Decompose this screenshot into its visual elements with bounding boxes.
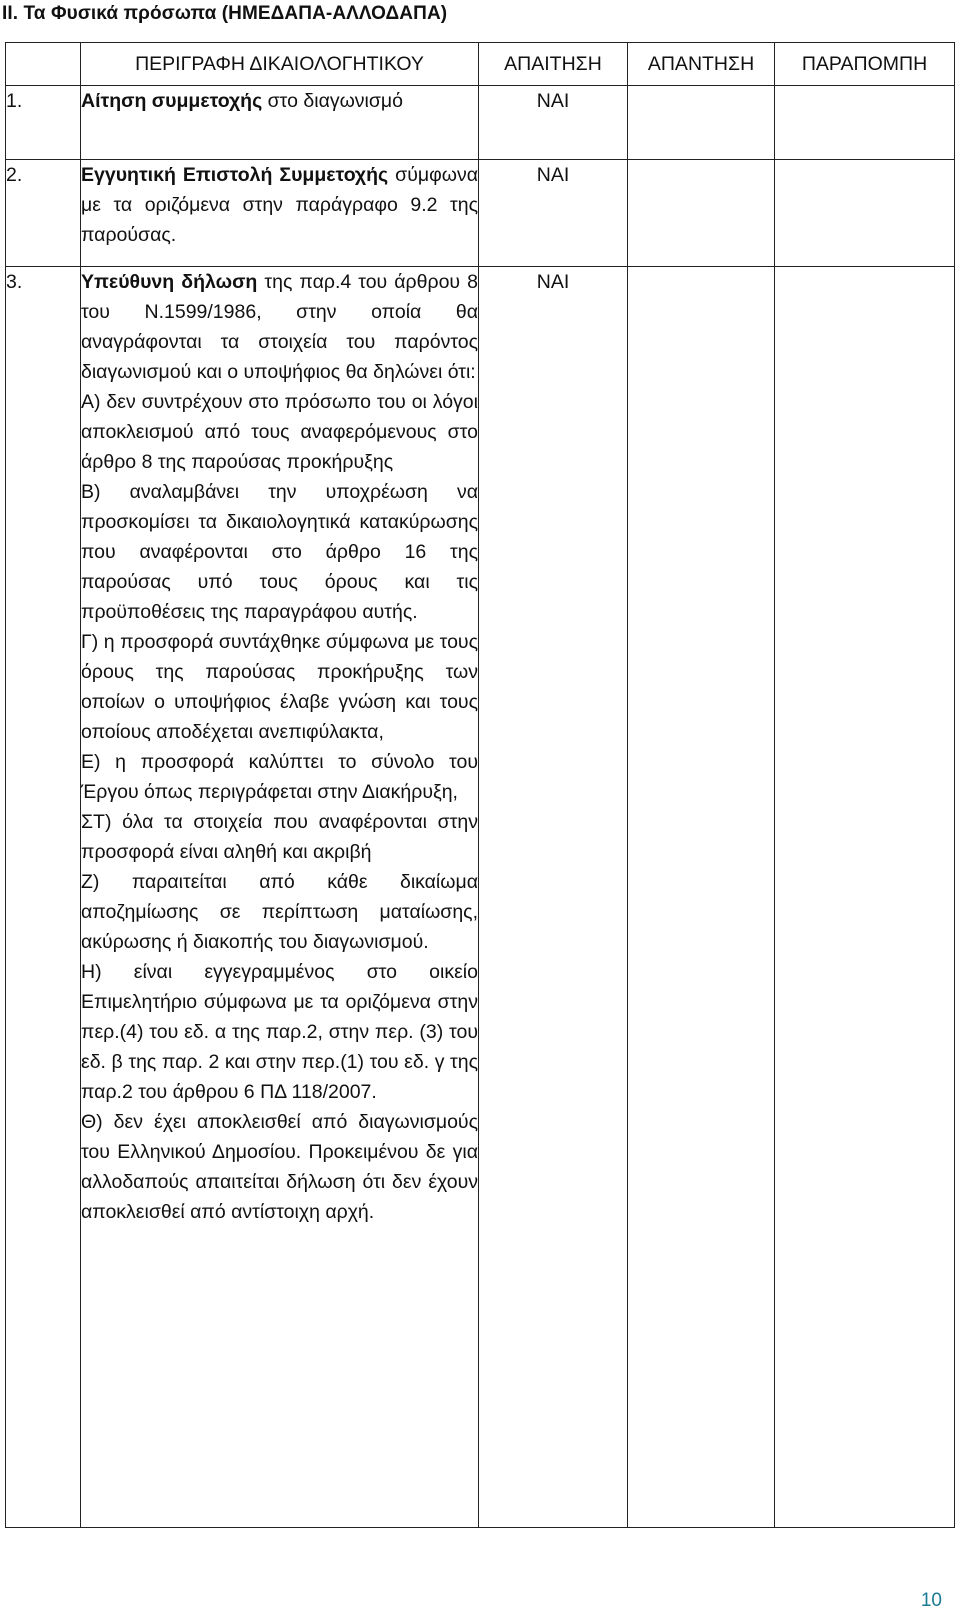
row-title: Υπεύθυνη δήλωση [81,271,258,293]
table-row [6,86,955,160]
row-description [81,86,479,160]
row-intro [81,267,478,387]
row-requirement: ΝΑΙ [479,160,628,267]
declaration-item-a: Α) δεν συντρέχουν στο πρόσωπο του οι λόγοι αποκλεισμού από τους αναφερόμενους στο άρθρο 8 της παρούσας προκήρυξης [81,391,478,473]
header-requirement: ΑΠΑΙΤΗΣΗ [479,43,628,86]
row-answer [628,267,775,1528]
row-text: της παρ.4 του άρθρου 8 του Ν.1599/1986, στην οποία θα αναγράφονται τα στοιχεία του παρόντος διαγωνισμού και ο υποψήφιος θα δηλώνει ότι: [81,271,479,383]
row-text: σύμφωνα με τα οριζόμενα στην παράγραφο 9.2 της παρούσας. [81,164,479,246]
row-number: 2. [6,160,81,267]
declaration-item-th: Θ) δεν έχει αποκλεισθεί από διαγωνισμούς του Ελληνικού Δημοσίου. Προκειμένου δε για αλλοδαπούς απαιτείται δήλωση ότι δεν έχουν αποκλεισθεί από αντίστοιχη αρχή. [81,1111,478,1223]
section-title: II. Τα Φυσικά πρόσωπα (ΗΜΕΔΑΠΑ-ΑΛΛΟΔΑΠΑ) [2,3,448,24]
row-requirement: ΝΑΙ [479,86,628,160]
row-number: 1. [6,86,81,160]
row-answer [628,160,775,267]
requirements-table [5,42,955,1528]
row-answer [628,86,775,160]
row-reference [775,86,955,160]
table-header-row [6,43,955,86]
table-row [6,160,955,267]
declaration-item-st: ΣΤ) όλα τα στοιχεία που αναφέρονται στην προσφορά είναι αληθή και ακριβή [81,811,478,863]
page-number: 10 [920,1590,942,1611]
declaration-item-c: Γ) η προσφορά συντάχθηκε σύμφωνα με τους όρους της παρούσας προκήρυξης των οποίων ο υποψήφιος έλαβε γνώση και τους οποίους αποδέχεται ανεπιφύλακτα, [81,631,478,743]
row-description [81,267,479,1528]
row-title: Εγγυητική Επιστολή Συμμετοχής [81,164,389,186]
header-reference: ΠΑΡΑΠΟΜΠΗ [775,43,955,86]
row-requirement: ΝΑΙ [479,267,628,1528]
row-title: Αίτηση συμμετοχής [81,90,263,112]
declaration-item-i: Η) είναι εγγεγραμμένος στο οικείο Επιμελητήριο σύμφωνα με τα οριζόμενα στην περ.(4) του εδ. α της παρ.2, στην περ. (3) του εδ. β της παρ. 2 και στην περ.(1) του εδ. γ της παρ.2 του άρθρου 6 ΠΔ 118/2007. [81,961,478,1103]
header-description: ΠΕΡΙΓΡΑΦΗ ΔΙΚΑΙΟΛΟΓΗΤΙΚΟΥ [81,43,479,86]
row-text: στο διαγωνισμό [262,90,404,112]
header-answer: ΑΠΑΝΤΗΣΗ [628,43,775,86]
row-description [81,160,479,267]
row-number: 3. [6,267,81,1528]
header-num [6,43,81,86]
row-reference [775,267,955,1528]
table-row [6,267,955,1528]
declaration-item-b: Β) αναλαμβάνει την υποχρέωση να προσκομίσει τα δικαιολογητικά κατακύρωσης που αναφέρονται στο άρθρο 16 της παρούσας υπό τους όρους και τις προϋποθέσεις της παραγράφου αυτής. [81,481,478,623]
row-reference [775,160,955,267]
declaration-item-e: Ε) η προσφορά καλύπτει το σύνολο του Έργου όπως περιγράφεται στην Διακήρυξη, [81,751,478,803]
declaration-item-z: Ζ) παραιτείται από κάθε δικαίωμα αποζημίωσης σε περίπτωση ματαίωσης, ακύρωσης ή διακοπής του διαγωνισμού. [81,871,478,953]
